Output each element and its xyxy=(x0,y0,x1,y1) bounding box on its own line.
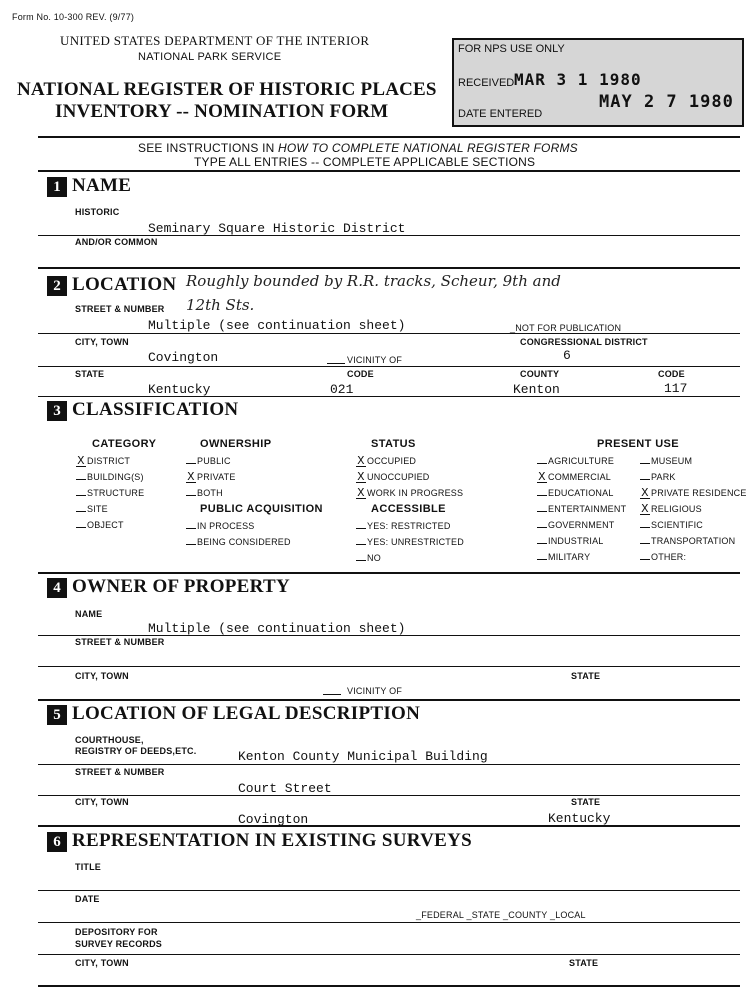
survey-city-label: CITY, TOWN xyxy=(75,958,129,968)
field-line xyxy=(38,235,740,236)
option-label: IN PROCESS xyxy=(197,521,255,531)
category-heading: CATEGORY xyxy=(92,438,157,450)
common-label: AND/OR COMMON xyxy=(75,237,158,247)
street-number-label: STREET & NUMBER xyxy=(75,304,165,314)
option-label: WORK IN PROGRESS xyxy=(367,488,464,498)
option-mark xyxy=(356,528,366,529)
service-name: NATIONAL PARK SERVICE xyxy=(138,51,282,63)
location-street-value: Multiple (see continuation sheet) xyxy=(148,318,406,333)
option-label: YES: UNRESTRICTED xyxy=(367,537,464,547)
section-title-legal-description: LOCATION OF LEGAL DESCRIPTION xyxy=(72,703,421,724)
survey-state-label: STATE xyxy=(569,958,599,968)
option-label: EDUCATIONAL xyxy=(548,488,614,498)
option-use_col2-6[interactable] xyxy=(640,552,686,562)
option-category-4[interactable] xyxy=(76,520,124,530)
option-label: TRANSPORTATION xyxy=(651,536,736,546)
section-number-2: 2 xyxy=(47,276,67,296)
city-town-label: CITY, TOWN xyxy=(75,337,129,347)
status-heading: STATUS xyxy=(371,438,416,450)
option-mark: X xyxy=(641,502,649,516)
survey-date-label: DATE xyxy=(75,894,100,904)
nps-use-only-box xyxy=(452,38,744,127)
option-accessible-2[interactable] xyxy=(356,553,381,563)
county-code-label: CODE xyxy=(658,369,685,379)
option-label: BOTH xyxy=(197,488,223,498)
owner-street-label: STREET & NUMBER xyxy=(75,637,165,647)
survey-level-options[interactable]: _FEDERAL _STATE _COUNTY _LOCAL xyxy=(416,910,586,920)
section-number-5: 5 xyxy=(47,705,67,725)
option-mark xyxy=(640,463,650,464)
field-line xyxy=(38,764,740,765)
option-label: OTHER: xyxy=(651,552,687,562)
option-mark xyxy=(640,527,650,528)
option-mark xyxy=(640,543,650,544)
field-line xyxy=(38,333,740,334)
option-use_col2-1[interactable] xyxy=(640,472,676,482)
option-label: PUBLIC xyxy=(197,456,231,466)
option-label: RELIGIOUS xyxy=(651,504,702,514)
option-label: COMMERCIAL xyxy=(548,472,612,482)
instructions-italic: HOW TO COMPLETE NATIONAL REGISTER FORMS xyxy=(278,141,578,155)
public-acquisition-heading: PUBLIC ACQUISITION xyxy=(200,503,323,515)
option-mark xyxy=(537,527,547,528)
option-ownership-2[interactable] xyxy=(186,488,223,498)
legal-street-value: Court Street xyxy=(238,781,332,796)
instructions-line1 xyxy=(138,141,578,155)
owner-name-label: NAME xyxy=(75,609,103,619)
state-value: Kentucky xyxy=(148,382,211,397)
section-number-3: 3 xyxy=(47,401,67,421)
form-title-line2: INVENTORY -- NOMINATION FORM xyxy=(55,101,389,122)
vicinity-blank[interactable] xyxy=(327,363,345,364)
section-number-1: 1 xyxy=(47,177,67,197)
survey-title-label: TITLE xyxy=(75,862,101,872)
field-line xyxy=(38,954,740,955)
section-title-name: NAME xyxy=(72,175,132,196)
accessible-heading: ACCESSIBLE xyxy=(371,503,446,515)
section-divider xyxy=(38,825,740,827)
option-label: MILITARY xyxy=(548,552,591,562)
form-title-line1: NATIONAL REGISTER OF HISTORIC PLACES xyxy=(17,79,437,100)
divider xyxy=(38,136,740,138)
option-label: OBJECT xyxy=(87,520,124,530)
field-line xyxy=(38,666,740,667)
option-label: ENTERTAINMENT xyxy=(548,504,627,514)
owner-state-label: STATE xyxy=(571,671,601,681)
option-label: UNOCCUPIED xyxy=(367,472,430,482)
courthouse-label-line1: COURTHOUSE, xyxy=(75,735,144,745)
legal-city-value: Covington xyxy=(238,812,309,827)
option-use_col1-1[interactable] xyxy=(537,472,611,483)
legal-state-value: Kentucky xyxy=(548,811,611,826)
courthouse-label-line2: REGISTRY OF DEEDS,ETC. xyxy=(75,746,197,756)
option-mark xyxy=(640,559,650,560)
option-use_col2-3[interactable] xyxy=(640,504,702,515)
state-code-value: 021 xyxy=(330,382,354,397)
option-mark xyxy=(186,544,196,545)
ownership-heading: OWNERSHIP xyxy=(200,438,272,450)
handwritten-boundary-note: Roughly bounded by R.R. tracks, Scheur, 9th and xyxy=(186,272,561,290)
section-title-surveys: REPRESENTATION IN EXISTING SURVEYS xyxy=(72,830,473,851)
option-mark: X xyxy=(357,454,365,468)
option-use_col1-3[interactable] xyxy=(537,504,626,514)
option-mark xyxy=(537,543,547,544)
option-mark xyxy=(76,479,86,480)
option-category-0[interactable] xyxy=(76,456,130,467)
option-mark xyxy=(76,511,86,512)
congressional-district-value: 6 xyxy=(563,348,571,363)
section-divider xyxy=(38,267,740,269)
option-category-3[interactable] xyxy=(76,504,108,514)
option-label: GOVERNMENT xyxy=(548,520,615,530)
field-line xyxy=(38,795,740,796)
option-use_col2-2[interactable] xyxy=(640,488,747,499)
page-bottom-border xyxy=(38,985,740,987)
option-mark xyxy=(356,544,366,545)
section-divider xyxy=(38,170,740,172)
option-label: YES: RESTRICTED xyxy=(367,521,451,531)
option-label: PRIVATE RESIDENCE xyxy=(651,488,747,498)
owner-vicinity-blank[interactable] xyxy=(323,694,341,695)
option-acquisition-1[interactable] xyxy=(186,537,291,547)
not-for-publication-option[interactable]: _NOT FOR PUBLICATION xyxy=(510,323,622,333)
section-divider xyxy=(38,572,740,574)
option-mark xyxy=(537,463,547,464)
option-use_col1-5[interactable] xyxy=(537,536,604,546)
option-mark: X xyxy=(357,470,365,484)
option-use_col1-6[interactable] xyxy=(537,552,590,562)
legal-state-label: STATE xyxy=(571,797,601,807)
option-mark: X xyxy=(641,486,649,500)
state-label: STATE xyxy=(75,369,105,379)
option-label: DISTRICT xyxy=(87,456,131,466)
county-label: COUNTY xyxy=(520,369,560,379)
option-mark xyxy=(186,463,196,464)
option-accessible-0[interactable] xyxy=(356,521,451,531)
field-line xyxy=(38,922,740,923)
option-mark: X xyxy=(77,454,85,468)
option-mark: X xyxy=(538,470,546,484)
legal-street-label: STREET & NUMBER xyxy=(75,767,165,777)
field-line xyxy=(38,635,740,636)
option-mark: X xyxy=(357,486,365,500)
section-title-classification: CLASSIFICATION xyxy=(72,399,239,420)
option-mark xyxy=(76,527,86,528)
section-divider xyxy=(38,699,740,701)
option-mark xyxy=(356,560,366,561)
owner-name-value: Multiple (see continuation sheet) xyxy=(148,621,406,636)
option-use_col2-0[interactable] xyxy=(640,456,692,466)
present-use-heading: PRESENT USE xyxy=(597,438,680,450)
option-use_col1-2[interactable] xyxy=(537,488,614,498)
received-label: RECEIVED xyxy=(458,77,515,89)
option-label: SCIENTIFIC xyxy=(651,520,704,530)
courthouse-value: Kenton County Municipal Building xyxy=(238,749,488,764)
option-label: INDUSTRIAL xyxy=(548,536,604,546)
owner-city-label: CITY, TOWN xyxy=(75,671,129,681)
option-mark xyxy=(537,559,547,560)
option-category-2[interactable] xyxy=(76,488,144,498)
option-status-1[interactable] xyxy=(356,472,430,483)
option-label: OCCUPIED xyxy=(367,456,417,466)
state-code-label: CODE xyxy=(347,369,374,379)
option-mark xyxy=(186,495,196,496)
historic-label: HISTORIC xyxy=(75,207,120,217)
nps-box-label: FOR NPS USE ONLY xyxy=(458,43,565,55)
depository-label-line1: DEPOSITORY FOR xyxy=(75,927,158,937)
option-use_col2-5[interactable] xyxy=(640,536,735,546)
county-value: Kenton xyxy=(513,382,560,397)
option-mark xyxy=(76,495,86,496)
option-label: AGRICULTURE xyxy=(548,456,615,466)
option-mark xyxy=(186,528,196,529)
department-name: UNITED STATES DEPARTMENT OF THE INTERIOR xyxy=(60,33,370,48)
section-number-6: 6 xyxy=(47,832,67,852)
option-mark xyxy=(537,495,547,496)
option-ownership-0[interactable] xyxy=(186,456,231,466)
county-code-value: 117 xyxy=(664,381,688,396)
option-label: PARK xyxy=(651,472,676,482)
instructions-line2: TYPE ALL ENTRIES -- COMPLETE APPLICABLE SECTIONS xyxy=(194,155,536,169)
vicinity-label: VICINITY OF xyxy=(347,355,403,365)
option-use_col2-4[interactable] xyxy=(640,520,703,530)
section-number-4: 4 xyxy=(47,578,67,598)
option-ownership-1[interactable] xyxy=(186,472,236,483)
option-label: BUILDING(S) xyxy=(87,472,144,482)
legal-city-label: CITY, TOWN xyxy=(75,797,129,807)
handwritten-streets-note: 12th Sts. xyxy=(186,296,255,314)
date-entered-stamp: MAY 2 7 1980 xyxy=(599,92,734,112)
option-accessible-1[interactable] xyxy=(356,537,464,547)
field-line xyxy=(38,890,740,891)
field-line xyxy=(38,366,740,367)
option-label: MUSEUM xyxy=(651,456,693,466)
section-title-owner: OWNER OF PROPERTY xyxy=(72,576,291,597)
option-label: SITE xyxy=(87,504,108,514)
owner-vicinity-label: VICINITY OF xyxy=(347,686,403,696)
option-label: STRUCTURE xyxy=(87,488,145,498)
option-status-0[interactable] xyxy=(356,456,416,467)
option-acquisition-0[interactable] xyxy=(186,521,255,531)
option-use_col1-0[interactable] xyxy=(537,456,614,466)
option-mark: X xyxy=(187,470,195,484)
date-entered-label: DATE ENTERED xyxy=(458,108,543,120)
field-line xyxy=(38,396,740,397)
depository-label-line2: SURVEY RECORDS xyxy=(75,939,162,949)
historic-name-value: Seminary Square Historic District xyxy=(148,221,406,236)
form-number: Form No. 10-300 REV. (9/77) xyxy=(12,12,135,22)
option-mark xyxy=(537,511,547,512)
option-label: NO xyxy=(367,553,381,563)
option-status-2[interactable] xyxy=(356,488,463,499)
received-stamp: MAR 3 1 1980 xyxy=(514,70,642,89)
option-label: BEING CONSIDERED xyxy=(197,537,291,547)
congressional-district-label: CONGRESSIONAL DISTRICT xyxy=(520,337,648,347)
option-category-1[interactable] xyxy=(76,472,144,482)
section-title-location: LOCATION xyxy=(72,274,177,295)
instructions-prefix: SEE INSTRUCTIONS IN xyxy=(138,141,279,155)
option-label: PRIVATE xyxy=(197,472,236,482)
option-mark xyxy=(640,479,650,480)
option-use_col1-4[interactable] xyxy=(537,520,615,530)
location-city-value: Covington xyxy=(148,350,219,365)
